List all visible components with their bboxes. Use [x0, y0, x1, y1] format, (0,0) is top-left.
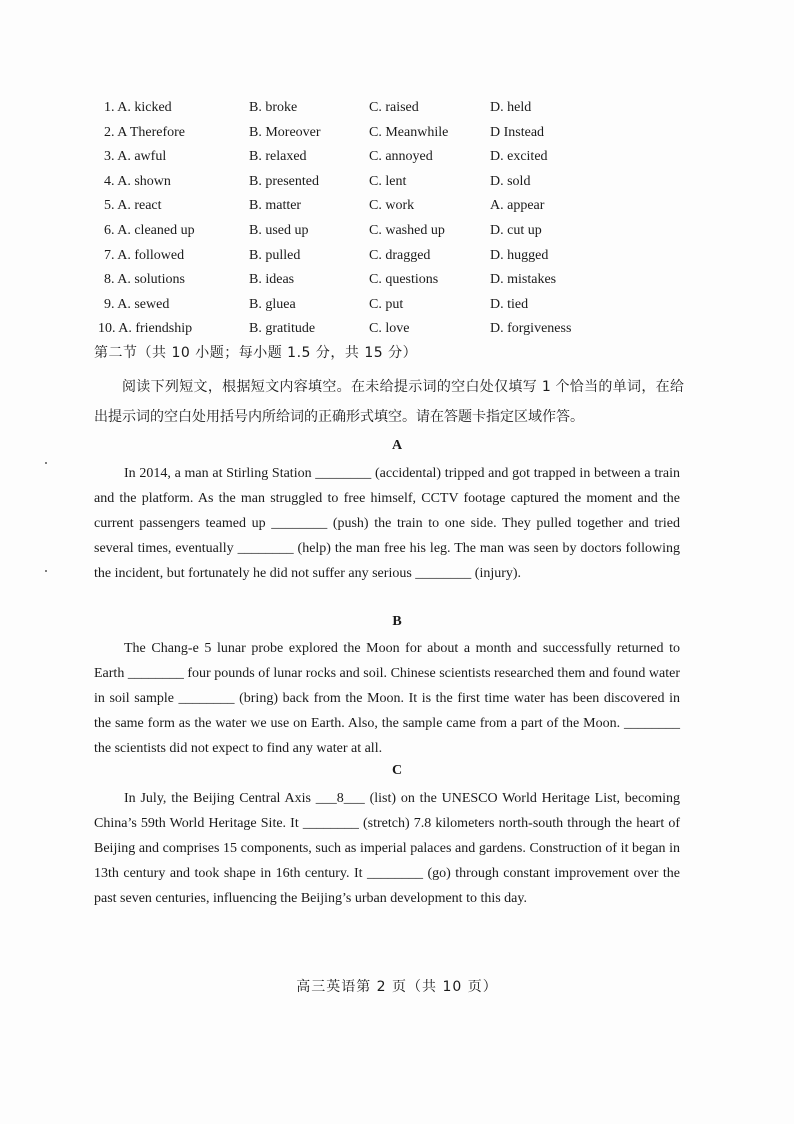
option-d: D. excited [490, 149, 548, 165]
scan-speck [45, 462, 47, 464]
option-a: 9. A. sewed [104, 296, 170, 312]
option-c: C. raised [369, 100, 419, 115]
option-a: 6. A. cleaned up [104, 222, 195, 238]
scan-speck [45, 570, 47, 572]
option-d: D. held [490, 100, 532, 115]
option-d: D. tied [490, 296, 529, 312]
option-c: C. dragged [369, 247, 431, 263]
option-d: D. mistakes [490, 272, 557, 288]
option-b: B. used up [249, 222, 309, 238]
option-row [98, 317, 704, 342]
option-a: 5. A. react [104, 198, 162, 214]
option-a: 1. A. kicked [104, 100, 172, 115]
option-b: B. Moreover [249, 124, 321, 140]
option-a: 8. A. solutions [104, 272, 185, 288]
option-d: D. sold [490, 173, 531, 189]
option-row [104, 293, 704, 318]
option-b: B. pulled [249, 247, 301, 263]
option-b: B. matter [249, 198, 302, 214]
option-a: 7. A. followed [104, 247, 185, 263]
option-row [104, 170, 704, 195]
option-d: D. hugged [490, 247, 549, 263]
option-c: C. Meanwhile [369, 124, 449, 140]
option-b: B. gluea [249, 296, 296, 312]
section-instructions: 阅读下列短文，根据短文内容填空。在未给提示词的空白处仅填写 1 个恰当的单词，在给出提示词的空白处用括号内所给词的正确形式填空。请在答题卡指定区域作答。 [94, 379, 684, 425]
option-d: D Instead [490, 124, 545, 140]
passage-a-text: In 2014, a man at Stirling Station ________ (accidental) tripped and got trapped in between a train and the platform. As the man struggled to free himself, CCTV footage captured the moment and the current passengers teamed up ________ (push) the train to one side. They pulled together and tried several times, eventually ________ (help) the man free his leg. The man was seen by doctors following the incident, but fortunately he did not suffer any serious ________ (injury). [94, 466, 680, 581]
option-b: B. relaxed [249, 149, 307, 165]
option-c: C. love [369, 321, 410, 337]
option-b: B. broke [249, 100, 298, 115]
option-c: C. put [369, 296, 404, 312]
option-c: C. washed up [369, 222, 445, 238]
option-row [104, 244, 704, 269]
passage-b-text: The Chang-e 5 lunar probe explored the Moon for about a month and successfully returned to Earth ________ four pounds of lunar rocks and soil. Chinese scientists researched them and found water in soil sample ________ (bring) back from the Moon. It is the first time water has been discovered in the same form as the water we use on Earth. Also, the sample came from a part of the Moon. ________ the scientists did not expect to find any water at all. [94, 641, 680, 756]
option-c: C. lent [369, 173, 407, 189]
option-row [104, 219, 704, 244]
passage-c-text: In July, the Beijing Central Axis ___8___ (list) on the UNESCO World Heritage List, becoming China’s 59th World Heritage Site. It ________ (stretch) 7.8 kilometers north-south through the heart of Beijing and comprises 15 components, such as imperial palaces and gardens. Construction of it began in 13th century and took shape in 16th century. It ________ (go) through constant improvement over the past seven centuries, influencing the Beijing’s urban development to this day. [94, 791, 680, 906]
option-d: D. cut up [490, 222, 542, 238]
option-row [104, 96, 704, 121]
option-a: 3. A. awful [104, 149, 167, 165]
option-d: D. forgiveness [490, 321, 572, 337]
option-c: C. annoyed [369, 149, 433, 165]
answer-options-table [98, 96, 704, 342]
option-a: 4. A. shown [104, 173, 171, 189]
passage-c-letter: C [391, 763, 403, 778]
option-c: C. work [369, 198, 415, 214]
passage-b-letter: B [392, 614, 402, 629]
option-b: B. ideas [249, 272, 295, 288]
section-heading: 第二节（共 10 小题；每小题 1.5 分，共 15 分） [94, 345, 418, 361]
option-row [104, 268, 704, 293]
option-row [104, 145, 704, 170]
option-row [104, 194, 704, 219]
option-b: B. gratitude [249, 321, 316, 337]
option-row [104, 121, 704, 146]
option-c: C. questions [369, 272, 439, 288]
option-a: 10. A. friendship [98, 321, 193, 337]
option-a: 2. A Therefore [104, 124, 185, 140]
passage-a-letter: A [391, 438, 403, 453]
page-footer: 高三英语第 2 页（共 10 页） [296, 979, 498, 995]
option-b: B. presented [249, 173, 319, 189]
option-d: A. appear [490, 198, 545, 214]
